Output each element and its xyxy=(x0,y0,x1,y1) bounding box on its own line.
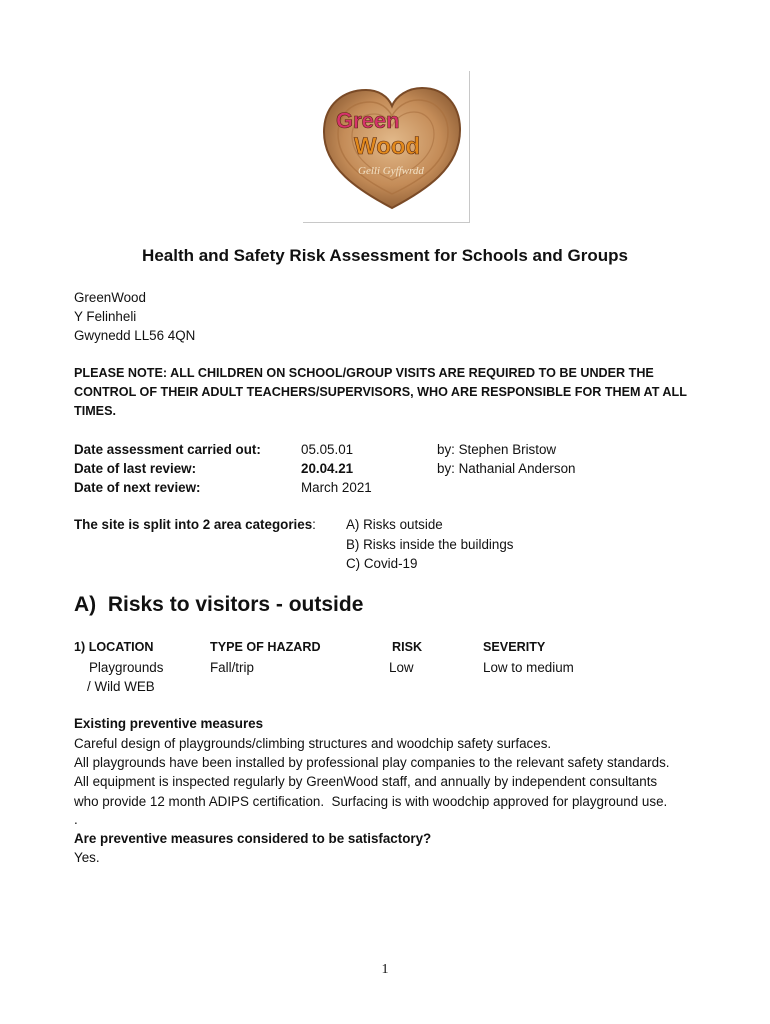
table-header-severity: SEVERITY xyxy=(483,640,546,654)
measures-line: Careful design of playgrounds/climbing structures and woodchip safety surfaces. xyxy=(74,736,552,751)
categories-colon: : xyxy=(312,517,316,532)
category-item: B) Risks inside the buildings xyxy=(346,537,514,552)
logo-text-wood: Wood xyxy=(354,133,421,160)
table-header-location: 1) LOCATION xyxy=(74,640,154,654)
document-title: Health and Safety Risk Assessment for Schools and Groups xyxy=(142,246,628,265)
measures-line: All equipment is inspected regularly by GreenWood staff, and annually by independent consultants xyxy=(74,774,658,789)
table-header-risk: RISK xyxy=(392,640,423,654)
measures-heading: Existing preventive measures xyxy=(74,716,264,731)
satisfactory-question: Are preventive measures considered to be satisfactory? xyxy=(74,831,432,846)
categories-label: The site is split into 2 area categories xyxy=(74,517,313,532)
category-item: C) Covid-19 xyxy=(346,556,418,571)
date-value: March 2021 xyxy=(301,480,372,495)
date-value: 05.05.01 xyxy=(301,442,354,457)
address-line: Gwynedd LL56 4QN xyxy=(74,328,196,343)
table-cell-location: / Wild WEB xyxy=(87,679,155,694)
measures-line: who provide 12 month ADIPS certification. Surfacing is with woodchip approved for playground use. xyxy=(74,794,668,809)
notice-line: TIMES. xyxy=(74,404,116,418)
categories-label-row xyxy=(74,515,316,534)
address-line: GreenWood xyxy=(74,290,146,305)
page-number: 1 xyxy=(381,962,389,977)
measures-line: All playgrounds have been installed by professional play companies to the relevant safety standards. xyxy=(74,755,670,770)
logo-text-green: Green xyxy=(336,108,400,133)
table-header-hazard: TYPE OF HAZARD xyxy=(210,640,321,654)
date-by: by: Stephen Bristow xyxy=(437,442,557,457)
date-label: Date of next review: xyxy=(74,480,201,495)
satisfactory-answer: Yes. xyxy=(74,850,100,865)
date-value: 20.04.21 xyxy=(301,461,354,476)
table-cell-hazard: Fall/trip xyxy=(210,660,254,675)
date-by: by: Nathanial Anderson xyxy=(437,461,576,476)
table-cell-risk: Low xyxy=(389,660,414,675)
category-item: A) Risks outside xyxy=(346,517,443,532)
table-cell-location: Playgrounds xyxy=(89,660,164,675)
measures-line: . xyxy=(74,812,78,827)
date-label: Date of last review: xyxy=(74,461,197,476)
logo-text-welsh: Gelli Gyffwrdd xyxy=(358,165,424,177)
address-line: Y Felinheli xyxy=(74,309,137,324)
greenwood-logo xyxy=(318,82,466,214)
table-cell-severity: Low to medium xyxy=(483,660,574,675)
section-heading: A) Risks to visitors - outside xyxy=(74,593,364,616)
notice-line: PLEASE NOTE: ALL CHILDREN ON SCHOOL/GROUP VISITS ARE REQUIRED TO BE UNDER THE xyxy=(74,366,654,380)
date-label: Date assessment carried out: xyxy=(74,442,261,457)
notice-line: CONTROL OF THEIR ADULT TEACHERS/SUPERVISORS, WHO ARE RESPONSIBLE FOR THEM AT ALL xyxy=(74,385,687,399)
